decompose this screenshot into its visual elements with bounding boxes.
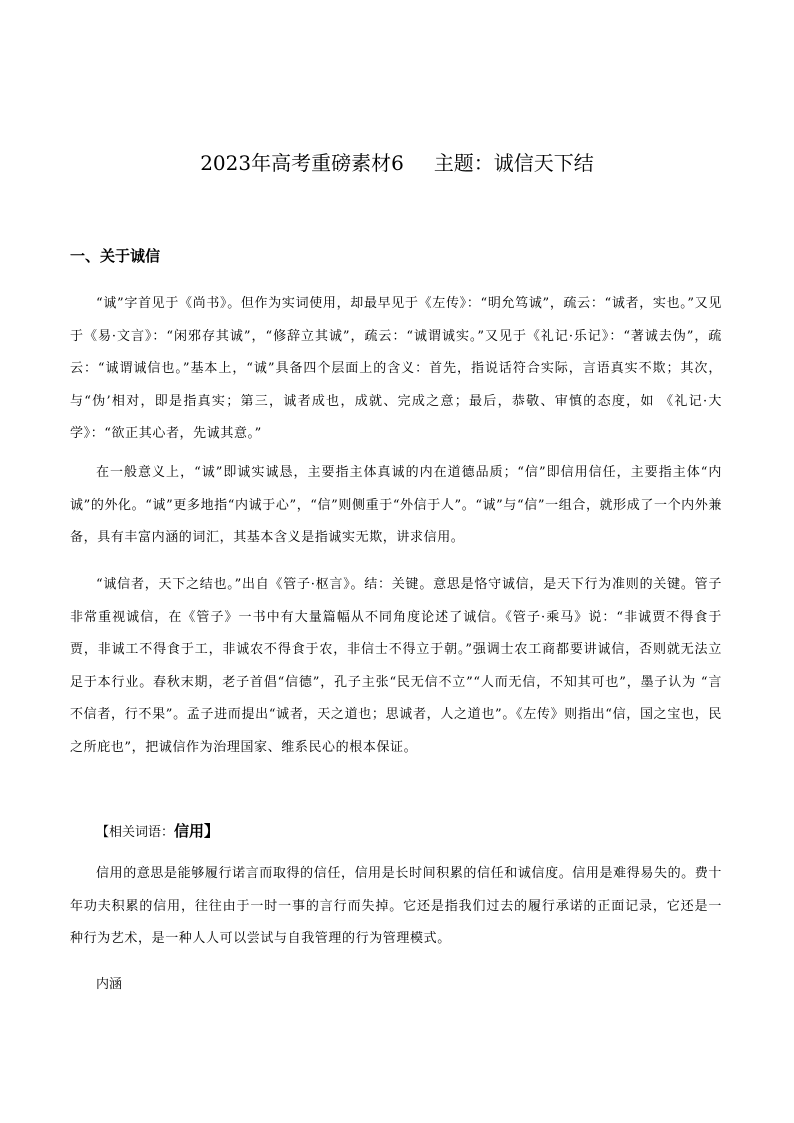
page-title xyxy=(0,150,794,176)
paragraph-guanzi: “诚信者，天下之结也。”出自《管子·枢言》。结：关键。意思是恪守诚信，是天下行为准则的关键。管子非常重视诚信，在《管子》一书中有大量篇幅从不同角度论述了诚信。《管子·乘马》说：“非诚贾不得食于贾，非诚工不得食于工，非诚农不得食于农，非信士不得立于朝。”强调士农工商都要讲诚信，否则就无法立足于本行业。春秋末期，老子首倡“信德”，孔子主张“民无信不立”“人而无信，不知其可也”，墨子认为 “言不信者，行不果”。孟子进而提出“诚者，天之道也；思诚者，人之道也”。《左传》则指出“信，国之宝也，民之所庇也”，把诚信作为治理国家、维系民心的根本保证。 xyxy=(70,577,722,755)
paragraph-xinyong: 信用的意思是能够履行诺言而取得的信任，信用是长时间积累的信任和诚信度。信用是难得易失的。费十年功夫积累的信用，往往由于一时一事的言行而失掉。它还是指我们过去的履行承诺的正面记录，它还是一种行为艺术，是一种人人可以尝试与自我管理的行为管理模式。 xyxy=(70,866,722,946)
section-heading: 一、关于诚信 xyxy=(70,247,161,265)
neihan-label: 内涵 xyxy=(96,977,123,992)
related-term: 信用 xyxy=(174,822,205,840)
title-main: 2023年高考重磅素材6 xyxy=(200,151,404,175)
related-terms-open: 【相关词语： xyxy=(96,825,175,840)
related-terms-close: 】 xyxy=(204,822,220,840)
paragraph-cheng-origin: “诚”字首见于《尚书》。但作为实词使用，却最早见于《左传》：“明允笃诚”，疏云：“诚者，实也。”又见于《易·文言》：“闲邪存其诚”，“修辞立其诚”，疏云：“诚谓诚实。”又见于《礼记·乐记》：“著诚去伪”，疏云：“诚谓诚信也。”基本上，“诚”具备四个层面上的含义：首先，指说话符合实际，言语真实不欺；其次，与“伪’相对，即是指真实；第三，诚者成也，成就、完成之意；最后，恭敬、审慎的态度，如 《礼记·大学》：“欲正其心者，先诚其意。” xyxy=(70,296,722,441)
related-terms-label xyxy=(96,820,219,844)
paragraph-cheng-xin-meaning: 在一般意义上，“诚”即诚实诚恳，主要指主体真诚的内在道德品质；“信”即信用信任，主要指主体“内诚”的外化。“诚”更多地指“内诚于心”，“信”则侧重于“外信于人”。“诚”与“信”一组合，就形成了一个内外兼备，具有丰富内涵的词汇，其基本含义是指诚实无欺，讲求信用。 xyxy=(70,465,722,545)
title-sub: 主题：诚信天下结 xyxy=(433,151,594,175)
